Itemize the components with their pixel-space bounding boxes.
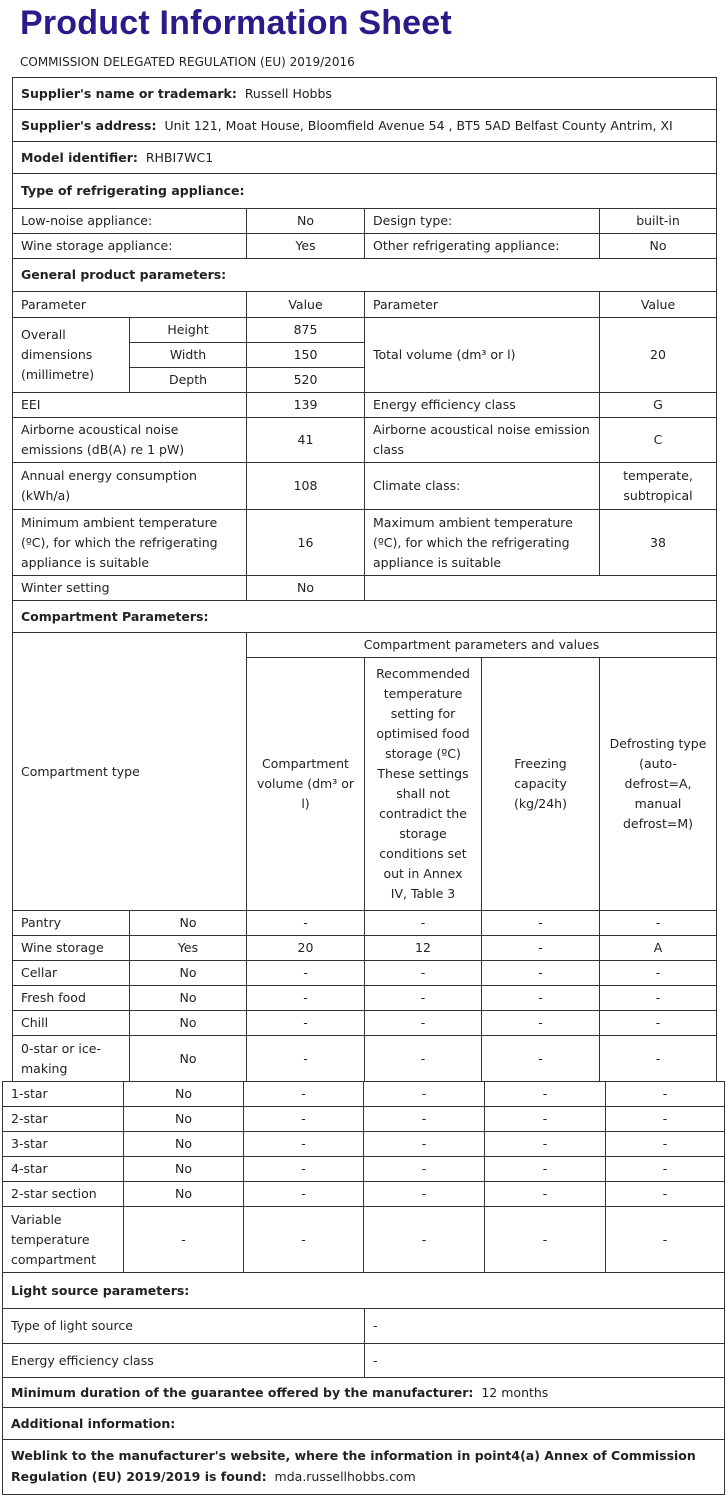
supplier-address-label: Supplier's address:	[21, 117, 157, 133]
compartment-defrost: -	[599, 985, 717, 1011]
compartment-name: 2-star	[2, 1106, 124, 1132]
model-identifier: RHBI7WC1	[145, 149, 214, 165]
light-class-label: Energy efficiency class	[2, 1343, 365, 1378]
supplier-address-row	[12, 109, 717, 142]
compartment-defrost: -	[605, 1081, 725, 1107]
compartment-group-header: Compartment parameters and values	[246, 632, 717, 658]
compartment-defrost: -	[605, 1106, 725, 1132]
compartment-freeze: -	[484, 1156, 606, 1182]
supplier-name-row	[12, 77, 717, 110]
compartment-present: No	[129, 1035, 247, 1082]
compartment-temp: -	[363, 1156, 485, 1182]
type-heading: Type of refrigerating appliance:	[12, 173, 717, 209]
regulation-subtitle: COMMISSION DELEGATED REGULATION (EU) 2019/2016	[20, 55, 355, 69]
compartment-present: No	[129, 960, 247, 986]
weblink-label: Weblink to the manufacturer's website, where the information in point4(a) Annex of Commission Regulation (EU) 2019/2019 is found:	[11, 1448, 696, 1485]
wine-storage-value: Yes	[246, 233, 365, 259]
compartment-temp: -	[364, 1035, 482, 1082]
max-temp-value: 38	[599, 509, 717, 576]
depth-label: Depth	[129, 367, 247, 393]
compartment-name: Chill	[12, 1010, 130, 1036]
compartment-name: 3-star	[2, 1131, 124, 1157]
noise-class-value: C	[599, 417, 717, 463]
light-type-label: Type of light source	[2, 1308, 365, 1344]
compartment-volume: -	[243, 1206, 364, 1273]
winter-empty	[364, 575, 717, 601]
compartment-temp: -	[363, 1106, 485, 1132]
compartment-volume: -	[246, 985, 365, 1011]
height-value: 875	[246, 317, 365, 343]
compartment-defrost: -	[605, 1181, 725, 1207]
low-noise-label: Low-noise appliance:	[12, 208, 247, 234]
volume-header: Compartment volume (dm³ or l)	[246, 657, 365, 911]
param-header-right: Parameter	[364, 291, 600, 318]
compartment-volume: -	[243, 1181, 364, 1207]
width-value: 150	[246, 342, 365, 368]
total-volume-label: Total volume (dm³ or l)	[364, 317, 600, 393]
total-volume-value: 20	[599, 317, 717, 393]
dimensions-label: Overall dimensions (millimetre)	[12, 317, 130, 393]
compartment-temp: -	[363, 1131, 485, 1157]
compartment-defrost: -	[599, 1010, 717, 1036]
compartment-defrost: -	[599, 960, 717, 986]
page-title: Product Information Sheet	[20, 4, 452, 42]
compartment-volume: 20	[246, 935, 365, 961]
compartment-present: No	[123, 1131, 244, 1157]
min-temp-label: Minimum ambient temperature (ºC), for which the refrigerating appliance is suitable	[12, 509, 247, 576]
compartment-freeze: -	[481, 985, 600, 1011]
compartment-name: 1-star	[2, 1081, 124, 1107]
compartment-name: Wine storage	[12, 935, 130, 961]
compartment-temp: -	[363, 1081, 485, 1107]
compartment-name: Pantry	[12, 910, 130, 936]
height-label: Height	[129, 317, 247, 343]
design-type-label: Design type:	[364, 208, 600, 234]
noise-value: 41	[246, 417, 365, 463]
guarantee-row	[2, 1377, 725, 1408]
low-noise-value: No	[246, 208, 365, 234]
min-temp-value: 16	[246, 509, 365, 576]
compartment-freeze: -	[484, 1106, 606, 1132]
model-row	[12, 141, 717, 174]
compartment-temp: -	[364, 985, 482, 1011]
value-header-left: Value	[246, 291, 365, 318]
compartment-freeze: -	[484, 1081, 606, 1107]
compartment-present: No	[123, 1156, 244, 1182]
supplier-name-label: Supplier's name or trademark:	[21, 85, 237, 101]
compartment-volume: -	[243, 1131, 364, 1157]
compartment-type-header: Compartment type	[12, 632, 247, 911]
compartment-temp: 12	[364, 935, 482, 961]
guarantee-value: 12 months	[481, 1384, 549, 1400]
compartment-heading: Compartment Parameters:	[12, 600, 717, 633]
winter-value: No	[246, 575, 365, 601]
eei-label: EEI	[12, 392, 247, 418]
compartment-volume: -	[243, 1156, 364, 1182]
compartment-present: No	[123, 1181, 244, 1207]
compartment-volume: -	[246, 960, 365, 986]
energy-class-value: G	[599, 392, 717, 418]
compartment-defrost: -	[605, 1131, 725, 1157]
compartment-freeze: -	[484, 1181, 606, 1207]
compartment-name: 0-star or ice-making	[12, 1035, 130, 1082]
compartment-present: Yes	[129, 935, 247, 961]
noise-class-label: Airborne acoustical noise emission class	[364, 417, 600, 463]
light-heading: Light source parameters:	[2, 1272, 725, 1309]
compartment-freeze: -	[484, 1206, 606, 1273]
annual-energy-label: Annual energy consumption (kWh/a)	[12, 462, 247, 510]
weblink-value[interactable]: mda.russellhobbs.com	[274, 1469, 416, 1485]
compartment-name: 2-star section	[2, 1181, 124, 1207]
compartment-defrost: -	[599, 910, 717, 936]
compartment-freeze: -	[481, 935, 600, 961]
design-type-value: built-in	[599, 208, 717, 234]
defrost-header: Defrosting type (auto-defrost=A, manual defrost=M)	[599, 657, 717, 911]
compartment-present: No	[123, 1106, 244, 1132]
compartment-volume: -	[246, 1035, 365, 1082]
compartment-name: Variable temperature compartment	[2, 1206, 124, 1273]
width-label: Width	[129, 342, 247, 368]
compartment-freeze: -	[481, 1010, 600, 1036]
model-label: Model identifier:	[21, 149, 138, 165]
compartment-freeze: -	[481, 960, 600, 986]
wine-storage-label: Wine storage appliance:	[12, 233, 247, 259]
climate-class-label: Climate class:	[364, 462, 600, 510]
compartment-freeze: -	[484, 1131, 606, 1157]
compartment-present: No	[129, 1010, 247, 1036]
compartment-name: Fresh food	[12, 985, 130, 1011]
other-appliance-value: No	[599, 233, 717, 259]
value-header-right: Value	[599, 291, 717, 318]
compartment-present: No	[123, 1081, 244, 1107]
supplier-name: Russell Hobbs	[244, 85, 332, 101]
compartment-defrost: -	[599, 1035, 717, 1082]
compartment-temp: -	[364, 960, 482, 986]
compartment-volume: -	[246, 910, 365, 936]
compartment-temp: -	[363, 1206, 485, 1273]
compartment-volume: -	[243, 1106, 364, 1132]
energy-class-label: Energy efficiency class	[364, 392, 600, 418]
compartment-present: No	[129, 910, 247, 936]
compartment-name: 4-star	[2, 1156, 124, 1182]
climate-class-value: temperate, subtropical	[599, 462, 717, 510]
compartment-temp: -	[364, 910, 482, 936]
general-heading: General product parameters:	[12, 258, 717, 292]
weblink-row	[2, 1439, 725, 1495]
supplier-address: Unit 121, Moat House, Bloomfield Avenue 54 , BT5 5AD Belfast County Antrim, XI	[164, 117, 673, 133]
compartment-defrost: -	[605, 1156, 725, 1182]
noise-label: Airborne acoustical noise emissions (dB(A) re 1 pW)	[12, 417, 247, 463]
compartment-freeze: -	[481, 1035, 600, 1082]
depth-value: 520	[246, 367, 365, 393]
eei-value: 139	[246, 392, 365, 418]
compartment-defrost: -	[605, 1206, 725, 1273]
winter-label: Winter setting	[12, 575, 247, 601]
guarantee-label: Minimum duration of the guarantee offered by the manufacturer:	[11, 1384, 474, 1400]
compartment-freeze: -	[481, 910, 600, 936]
compartment-volume: -	[243, 1081, 364, 1107]
compartment-present: No	[129, 985, 247, 1011]
other-appliance-label: Other refrigerating appliance:	[364, 233, 600, 259]
compartment-defrost: A	[599, 935, 717, 961]
light-class-value: -	[364, 1343, 725, 1378]
annual-energy-value: 108	[246, 462, 365, 510]
param-header-left: Parameter	[12, 291, 247, 318]
freezing-header: Freezing capacity (kg/24h)	[481, 657, 600, 911]
compartment-temp: -	[363, 1181, 485, 1207]
max-temp-label: Maximum ambient temperature (ºC), for which the refrigerating appliance is suitable	[364, 509, 600, 576]
compartment-volume: -	[246, 1010, 365, 1036]
compartment-name: Cellar	[12, 960, 130, 986]
compartment-present: -	[123, 1206, 244, 1273]
compartment-temp: -	[364, 1010, 482, 1036]
light-type-value: -	[364, 1308, 725, 1344]
additional-heading: Additional information:	[2, 1407, 725, 1440]
temperature-header: Recommended temperature setting for optimised food storage (ºC) These settings shall not contradict the storage conditions set out in Annex IV, Table 3	[364, 657, 482, 911]
